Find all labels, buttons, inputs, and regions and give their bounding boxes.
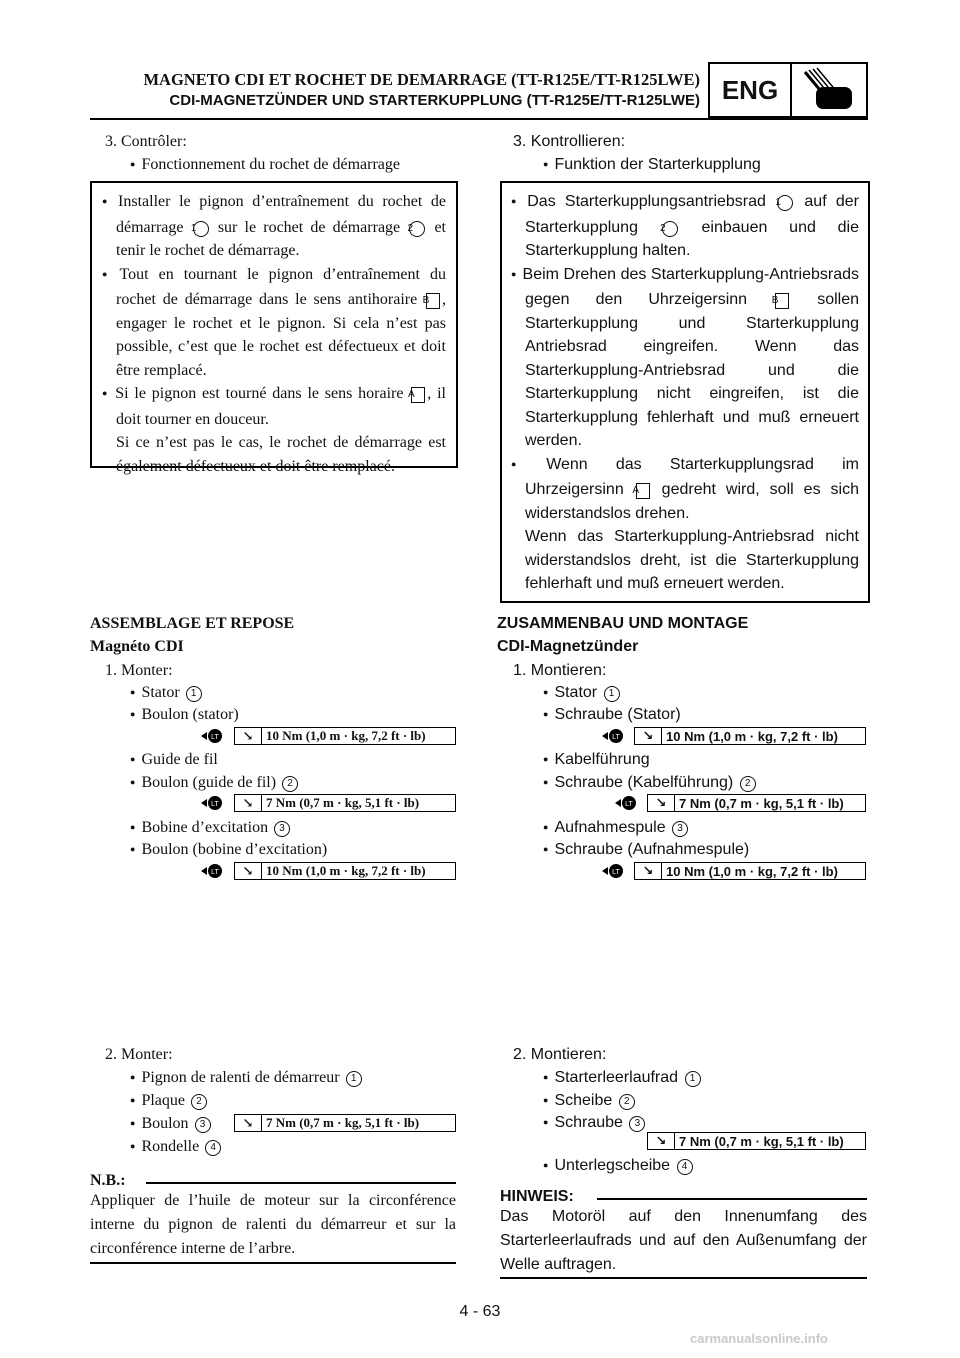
de-s2-item-unterlegscheibe: ● Unterlegscheibe 4	[543, 1154, 695, 1179]
fr-s1-item-bobine: ● Bobine d’excitation 3	[130, 816, 292, 841]
fr-check-box-text: ● Installer le pignon d’entraînement du rochet de démarrage 1 sur le rochet de démarrage 2 et tenir le rochet de démarrage. ● Tout en tournant le pignon d’entraînement du rochet de démarrage dans le sens antihoraire B , engager le rochet et le pignon. Si cela n’est pas possible, c’est que le rochet est défectueux et doit être remplacé. ● Si le pignon est tourné dans le sens horaire A , il doit tourner en douceur. Si ce n’est pas le cas, le rochet de démarrage est également défectueux et doit être remplacé.	[102, 190, 446, 478]
de-torque-spule: ↘ 10 Nm (1,0 m · kg, 7,2 ft · lb)	[634, 862, 866, 880]
torque-wrench-icon: ↘	[235, 795, 262, 811]
fr-s2-item-pignon: ● Pignon de ralenti de démarreur 1	[130, 1066, 364, 1091]
watermark: carmanualsonline.info	[690, 1331, 828, 1346]
locktite-icon	[201, 861, 223, 881]
fr-s1-item-boulon-bobine: ● Boulon (bobine d’excitation)	[130, 838, 327, 863]
torque-wrench-icon: ↘	[635, 728, 662, 744]
header-rule	[90, 118, 868, 120]
de-torque-kabel: ↘ 7 Nm (0,7 m · kg, 5,1 ft · lb)	[647, 794, 866, 812]
svg-text:LT: LT	[211, 734, 219, 741]
de-step2-title: 2. Montieren:	[513, 1046, 607, 1063]
de-step1-title: 1. Montieren:	[513, 662, 607, 679]
svg-text:LT: LT	[211, 869, 219, 876]
fr-s1-item-boulon-guide: ● Boulon (guide de fil) 2	[130, 771, 300, 796]
fr-torque-stator: ↘ 10 Nm (1,0 m · kg, 7,2 ft · lb)	[234, 727, 456, 745]
svg-text:LT: LT	[612, 869, 620, 876]
de-torque-stator: ↘ 10 Nm (1,0 m · kg, 7,2 ft · lb)	[634, 727, 866, 745]
de-s2-item-scheibe: ● Scheibe 2	[543, 1089, 637, 1114]
fr-section-title: ASSEMBLAGE ET REPOSE	[90, 615, 295, 632]
de-s1-item-aufnahmespule: ● Aufnahmespule 3	[543, 816, 690, 841]
de-check-box-text: ● Das Starterkupplungsantriebsrad 1 auf der Starterkupplung 2 einbauen und die Starterkupplung halten. ● Beim Drehen des Starterkupplung-Antriebsrads gegen den Uhrzeigersinn B sollen Starterkupplung und Starterkupplung Antriebsrad eingreifen. Wenn das Starterkupplung-Antriebsrad und die Starterkupplung nicht eingreifen, ist die Starterkupplung fehlerhaft und muß erneuert werden. ● Wenn das Starterkupplungsrad im Uhrzeigersinn A gedreht wird, soll es sich widerstandslos drehen. Wenn das Starterkupplung-Antriebsrad nicht widerstandslos dreht, ist die Starterkupplung fehlerhaft und muß erneuert werden.	[511, 190, 859, 596]
fr-s1-item-stator: ● Stator 1	[130, 681, 204, 706]
torque-wrench-icon: ↘	[235, 728, 262, 744]
de-nb-title: HINWEIS:	[500, 1188, 574, 1205]
fr-step3-item: ● Fonctionnement du rochet de démarrage	[130, 153, 400, 178]
fr-step1-title: 1. Monter:	[105, 662, 173, 679]
de-torque-schraube: ↘ 7 Nm (0,7 m · kg, 5,1 ft · lb)	[647, 1132, 866, 1150]
torque-wrench-icon: ↘	[635, 863, 662, 879]
engine-wrench-icon	[792, 64, 866, 116]
torque-wrench-icon: ↘	[648, 1133, 675, 1149]
svg-text:LT: LT	[612, 734, 620, 741]
fr-torque-bobine: ↘ 10 Nm (1,0 m · kg, 7,2 ft · lb)	[234, 862, 456, 880]
fr-s2-item-plaque: ● Plaque 2	[130, 1089, 209, 1114]
fr-s2-item-rondelle: ● Rondelle 4	[130, 1135, 223, 1160]
locktite-icon	[602, 861, 624, 881]
de-s1-item-kabelfuehrung: ● Kabelführung	[543, 748, 650, 773]
fr-s1-item-boulon-stator: ● Boulon (stator)	[130, 703, 239, 728]
de-s1-item-stator: ● Stator 1	[543, 681, 622, 706]
page-number: 4 - 63	[459, 1303, 501, 1320]
fr-s1-item-guide: ● Guide de fil	[130, 748, 218, 773]
de-step3-title: 3. Kontrollieren:	[513, 133, 626, 150]
de-step3-item: ● Funktion der Starterkupplung	[543, 153, 761, 178]
locktite-icon	[602, 726, 624, 746]
fr-torque-boulon: ↘ 7 Nm (0,7 m · kg, 5,1 ft · lb)	[234, 1114, 456, 1132]
fr-s2-item-boulon: ● Boulon 3	[130, 1112, 213, 1137]
locktite-icon	[201, 793, 223, 813]
de-sub-title: CDI-Magnetzünder	[497, 638, 639, 655]
locktite-icon	[201, 726, 223, 746]
fr-sub-title: Magnéto CDI	[90, 638, 184, 655]
de-s2-item-schraube: ● Schraube 3	[543, 1111, 647, 1136]
fr-nb-rule-top	[146, 1182, 456, 1184]
de-s2-item-leerlaufrad: ● Starterleerlaufrad 1	[543, 1066, 703, 1091]
de-s1-item-schraube-kabel: ● Schraube (Kabelführung) 2	[543, 771, 758, 796]
fr-nb-rule-bottom	[90, 1262, 456, 1264]
header-title-de: CDI-MAGNETZÜNDER UND STARTERKUPPLUNG (TT-R125E/TT-R125LWE)	[169, 92, 700, 109]
fr-step3-title: 3. Contrôler:	[105, 133, 187, 150]
fr-nb-title: N.B.:	[90, 1172, 126, 1189]
torque-wrench-icon: ↘	[648, 795, 675, 811]
de-nb-rule-top	[597, 1198, 867, 1200]
svg-text:LT: LT	[211, 801, 219, 808]
fr-step2-title: 2. Monter:	[105, 1046, 173, 1063]
fr-torque-guide: ↘ 7 Nm (0,7 m · kg, 5,1 ft · lb)	[234, 794, 456, 812]
lang-badge-box	[708, 62, 868, 118]
torque-wrench-icon: ↘	[235, 1115, 262, 1131]
de-nb-rule-bottom	[500, 1277, 867, 1279]
locktite-icon	[615, 793, 637, 813]
header-title-fr: MAGNETO CDI ET ROCHET DE DEMARRAGE (TT-R125E/TT-R125LWE)	[143, 70, 700, 89]
de-section-title: ZUSAMMENBAU UND MONTAGE	[497, 615, 749, 632]
lang-badge: ENG	[710, 64, 792, 116]
svg-text:LT: LT	[625, 801, 633, 808]
de-nb-text: Das Motoröl auf den Innenumfang des Starterleerlaufrads und auf den Außenumfang der Welle auftragen.	[500, 1208, 867, 1273]
de-s1-item-schraube-stator: ● Schraube (Stator)	[543, 703, 681, 728]
torque-wrench-icon: ↘	[235, 863, 262, 879]
fr-nb-text: Appliquer de l’huile de moteur sur la circonférence interne du pignon de ralenti du démarreur et sur la circonférence interne de l’arbre.	[90, 1192, 456, 1257]
de-s1-item-schraube-spule: ● Schraube (Aufnahmespule)	[543, 838, 749, 863]
